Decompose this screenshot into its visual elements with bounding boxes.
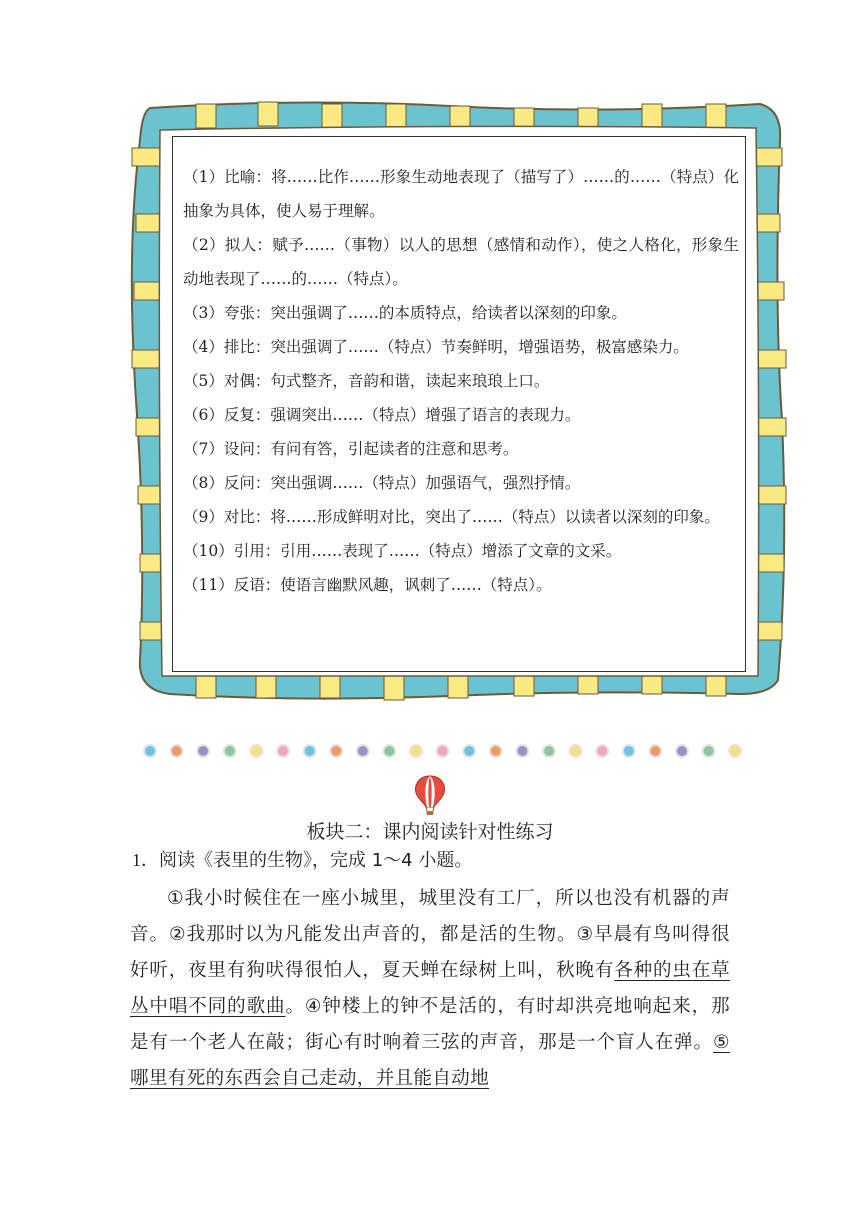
underlined-sentence-5: 哪里有死的东西会自己走动，并且能自动地 bbox=[130, 1068, 490, 1089]
dotted-divider bbox=[0, 735, 860, 767]
divider-dot bbox=[277, 745, 289, 757]
rule-item: （9）对比：将……形成鲜明对比，突出了……（特点）以读者以深刻的印象。 bbox=[183, 508, 720, 526]
hot-air-balloon-icon bbox=[412, 774, 448, 816]
rule-item: （7）设问：有问有答，引起读者的注意和思考。 bbox=[183, 440, 519, 458]
divider-dot bbox=[330, 745, 342, 757]
sentence-4: ④钟楼上的钟不是活的，有时却洪亮地响起来，那是有一个老人在敲；街心有时响着三弦的声音，那是一个盲人在弹。 bbox=[130, 996, 730, 1053]
divider-dot bbox=[703, 745, 715, 757]
rule-item: （2）拟人：赋予……（事物）以人的思想（感情和动作），使之人格化，形象生动地表现了……的……（特点）。 bbox=[183, 236, 739, 288]
divider-dot bbox=[676, 745, 688, 757]
divider-dot bbox=[516, 745, 528, 757]
divider-dot bbox=[729, 745, 741, 757]
rule-item: （1）比喻：将……比作……形象生动地表现了（描写了）……的……（特点）化抽象为具体，使人易于理解。 bbox=[183, 168, 739, 220]
divider-dot bbox=[410, 745, 422, 757]
sentence-5-number: ⑤ bbox=[713, 1032, 730, 1053]
rule-item: （10）引用：引用……表现了……（特点）增添了文章的文采。 bbox=[183, 542, 622, 560]
divider-dot bbox=[357, 745, 369, 757]
reading-passage bbox=[130, 881, 730, 1097]
sentence-3: ③早晨有鸟叫得很好听，夜里有狗吠得很怕人，夏天蝉在绿树上叫，秋晚有 bbox=[130, 924, 730, 981]
divider-dot bbox=[490, 745, 502, 757]
section-title: 板块二：课内阅读针对性练习 bbox=[306, 821, 554, 843]
rule-item: （8）反问：突出强调……（特点）加强语气，强烈抒情。 bbox=[183, 474, 581, 492]
divider-dot bbox=[383, 745, 395, 757]
divider-dot bbox=[250, 745, 262, 757]
rule-item: （3）夸张：突出强调了……的本质特点，给读者以深刻的印象。 bbox=[183, 304, 627, 322]
rule-item: （11）反语：使语言幽默风趣，讽刺了……（特点）。 bbox=[183, 576, 552, 594]
underlined-phrase: 各种的虫在草丛中唱不同的歌曲 bbox=[130, 960, 730, 1017]
rule-item: （4）排比：突出强调了……（特点）节奏鲜明，增强语势，极富感染力。 bbox=[183, 338, 689, 356]
divider-dot bbox=[649, 745, 661, 757]
divider-dot bbox=[463, 745, 475, 757]
divider-dot bbox=[543, 745, 555, 757]
divider-dot bbox=[623, 745, 635, 757]
question-number: 1． bbox=[132, 850, 159, 870]
divider-dot bbox=[437, 745, 449, 757]
rule-item: （5）对偶：句式整齐，音韵和谐，读起来琅琅上口。 bbox=[183, 372, 550, 390]
divider-dot bbox=[304, 745, 316, 757]
rhetoric-rules-list bbox=[183, 160, 739, 602]
divider-dot bbox=[171, 745, 183, 757]
sentence-3-end: 。 bbox=[285, 996, 305, 1017]
divider-dot bbox=[570, 745, 582, 757]
divider-dot bbox=[144, 745, 156, 757]
divider-dot bbox=[596, 745, 608, 757]
divider-dot bbox=[197, 745, 209, 757]
sentence-1: ①我小时候住在一座小城里，城里没有工厂，所以也没有机器的声音。 bbox=[130, 888, 730, 945]
rule-item: （6）反复：强调突出……（特点）增强了语言的表现力。 bbox=[183, 406, 581, 424]
sentence-2: ②我那时以为凡能发出声音的，都是活的生物。 bbox=[169, 924, 577, 945]
divider-dot bbox=[224, 745, 236, 757]
question-prompt bbox=[132, 846, 472, 875]
question-text: 阅读《表里的生物》，完成 1～4 小题。 bbox=[159, 850, 473, 871]
